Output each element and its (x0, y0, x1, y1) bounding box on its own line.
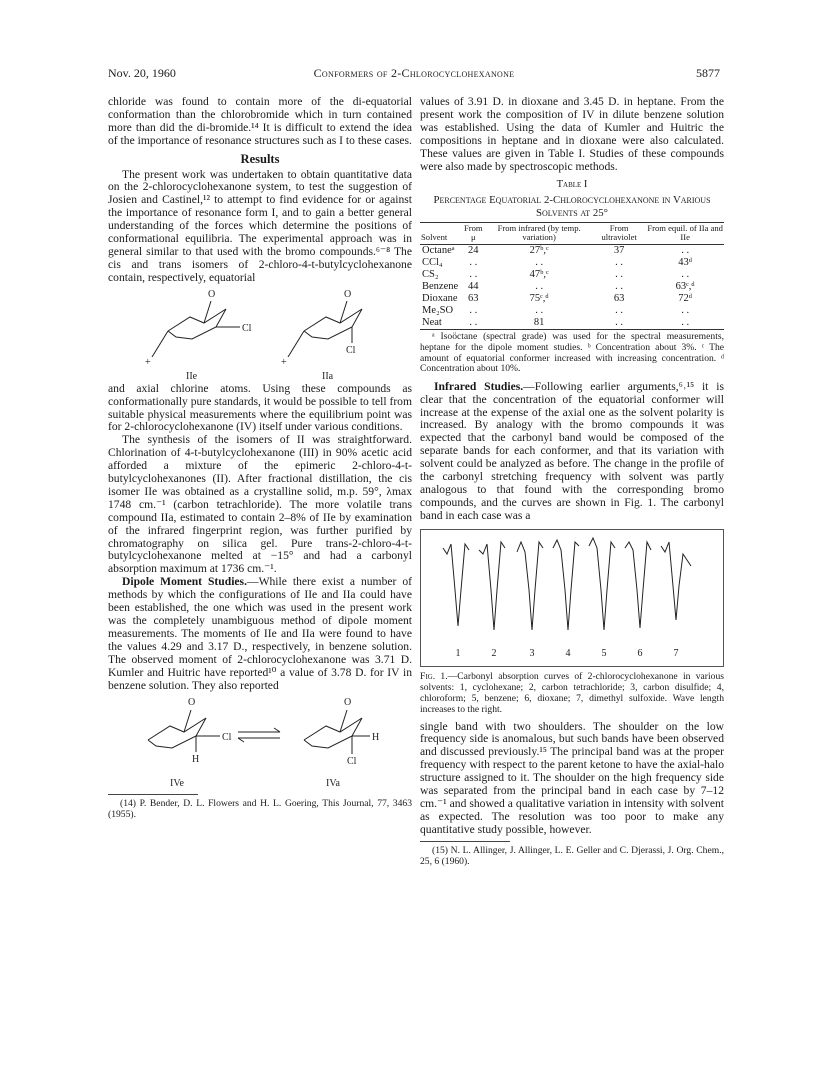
table-cell: 44 (468, 281, 479, 293)
structures-IVe-IVa (108, 692, 412, 790)
paragraph: single band with two shoulders. The shoulder on the low frequency side is anomalous, but such bands have been observed and discussed previously.¹⁵ The principal band was at the proper frequency with respect to the parent ketone to have the axial-halo structure assigned to it. The shoulder on the high frequency side was separated from the principal band in each case by 7–12 cm.⁻¹ and showed a qualitative variation in intensity with solvent as expected. The resolution was too poor to make any quantitative study possible, however. (420, 719, 724, 836)
running-header (108, 66, 720, 82)
curve-label: 7 (673, 647, 679, 659)
paragraph (108, 576, 412, 692)
table-header: Solvent (420, 223, 460, 245)
section-heading-results: Results (240, 151, 280, 166)
atom-label: Cl (347, 756, 357, 768)
compound-label: IIa (322, 370, 334, 382)
table-cell: Neat (420, 317, 460, 330)
paragraph: values of 3.91 D. in dioxane and 3.45 D. in heptane. From the present work the composition of IV in dilute benzene solution was established. Using the data of Kumler and Huitric the compositions in heptane and in dioxane were also calculated. These values are given in Table I. Studies of these compounds were also made by spectroscopic methods. (420, 95, 724, 173)
table-cell: Benzene (422, 281, 459, 293)
curve-2 (479, 542, 505, 630)
curve-label: 3 (529, 647, 535, 659)
table-cell: . . (460, 317, 486, 330)
table-cell: . . (615, 269, 624, 281)
run-in-heading: Infrared Studies. (434, 379, 524, 393)
table-cell: 81 (486, 317, 592, 330)
footnote-rule (420, 841, 510, 842)
table-row (420, 317, 724, 330)
curve-6 (625, 542, 651, 628)
figure-caption-label: Fig. 1. (420, 670, 448, 682)
table-row (420, 305, 724, 317)
table-header: From μ (460, 223, 486, 245)
footnote-rule (108, 794, 198, 795)
paragraph: chloride was found to contain more of the di-equatorial conformation than the chlorobromide which in turn contained more than did the di-bromide.¹⁴ It is difficult to extend the idea of the importance of resonance structures such as I to these cases. (108, 95, 412, 147)
curve-label: 4 (565, 647, 571, 659)
atom-label: + (145, 356, 151, 368)
table-title: Percentage Equatorial 2-Chlorocyclohexanone in Various Solvents at 25° (433, 194, 711, 219)
table-cell: . . (469, 269, 478, 281)
table-cell: 47ᵇ,ᶜ (529, 269, 549, 281)
table-cell: 43ᵈ (678, 257, 693, 269)
curve-label: 5 (601, 647, 607, 659)
curve-7 (661, 542, 691, 620)
table-cell: . . (681, 245, 690, 257)
table-notes: ᵃ Isoöctane (spectral grade) was used for the spectral measurements, heptane for the dipole moment studies. ᵇ Concentration about 3%. ᶜ The amount of equatorial conformer increased with increasing concentration. ᵈ Concentration about 10%. (420, 331, 724, 375)
table-cell: 63 (468, 293, 479, 305)
paragraph: The synthesis of the isomers of II was straightforward. Chlorination of 4-t-butylcyclohexanone (III) in 90% acetic acid afforded a mixture of the epimeric 2-chloro-4-t-butylcyclohexanones (II). After fractional distillation, the cis isomer IIe was obtained as a crystalline solid, m.p. 59°, λmax 1748 cm.⁻¹ (carbon tetrachloride). The more volatile trans compound IIa, estimated to contain 2–8% of IIe by examination of the infrared fingerprint region, was further purified by chromatography on silica gel. Pure trans-2-chloro-4-t-butylcyclohexanone melted at −15° and had a carbonyl absorption maximum at 1736 cm.⁻¹. (108, 433, 412, 576)
header-date: Nov. 20, 1960 (108, 66, 176, 80)
run-in-heading: Dipole Moment Studies. (122, 575, 247, 589)
footnote: (14) P. Bender, D. L. Flowers and H. L. Goering, This Journal, 77, 3463 (1955). (108, 798, 412, 821)
curve-1 (443, 544, 469, 626)
table-cell: Dioxane (422, 293, 458, 305)
table-cell: . . (469, 305, 478, 317)
curve-5 (589, 538, 615, 630)
atom-label: O (188, 697, 196, 709)
curve-4 (553, 540, 579, 630)
paragraph: and axial chlorine atoms. Using these compounds as conformationally pure standards, it would be possible to tell from suitable physical measurements where the equilibrium point was for 2-chlorocyclohexanone (IV) itself under various conditions. (108, 381, 412, 434)
table-caption: Table I (556, 179, 588, 191)
atom-label: H (192, 754, 200, 766)
curve-label: 2 (491, 647, 497, 659)
table-cell: . . (681, 305, 690, 317)
table-cell: . . (535, 281, 544, 293)
table-cell: . . (681, 269, 690, 281)
table-cell: CS₂ (422, 269, 439, 281)
right-column (420, 96, 724, 867)
curve-3 (517, 542, 543, 630)
table-1 (420, 222, 724, 330)
paragraph: The present work was undertaken to obtain quantitative data on the 2-chlorocyclohexanone system, to test the suggestion of Josien and Castinel,¹² to attempt to find evidence for or against the importance of resonance form I, and to gain a better general understanding of the forces which determine the positions of conformational equilibria. The experimental approach was in general similar to that used with the bromo compounds.⁶⁻⁸ The cis and trans isomers of 2-chloro-4-t-butylcyclohexanone contain, respectively, equatorial (108, 167, 412, 284)
curve-label: 1 (455, 647, 461, 659)
absorption-curves (421, 530, 723, 664)
table-cell: 63 (613, 293, 625, 305)
compound-label: IVe (170, 778, 184, 790)
figure-caption (420, 671, 724, 716)
paragraph (420, 381, 724, 523)
table-row (420, 281, 724, 293)
table-row (420, 245, 724, 258)
table-cell: . . (535, 257, 544, 269)
atom-label: O (344, 697, 352, 709)
compound-label: IIe (186, 370, 198, 382)
table-cell: CCl₄ (422, 257, 443, 269)
table-cell: Me₂SO (422, 305, 454, 317)
structures-IIe-IIa (108, 285, 412, 383)
atom-label: Cl (242, 322, 252, 334)
table-cell: . . (592, 317, 646, 330)
figure-1 (420, 529, 724, 667)
table-cell: . . (615, 281, 624, 293)
left-column (108, 96, 412, 820)
table-cell: . . (615, 257, 624, 269)
compound-label: IVa (326, 778, 340, 790)
paragraph-text: —Following earlier arguments,⁶˒¹⁵ it is clear that the concentration of the equatorial conformer will increase at the expense of the axial one as the solvent polarity is increased. By analogy with the bromo compounds it was expected that the carbonyl band would be composed of the separate bands for each conformer, and that its variation with solvent could be analyzed as before. The change in the profile of the carbonyl stretching frequency with solvent was partly analogous to that found with the corresponding bromo compounds, and the curves are shown in Fig. 1. The carbonyl band in each case was a (420, 379, 724, 522)
figure-caption-text: —Carbonyl absorption curves of 2-chlorocyclohexanone in various solvents: 1, cyclohexane; 2, carbon tetrachloride; 3, carbon disulfide; 4, chloroform; 5, benzene; 6, dioxane; 7, dimethyl sulfoxide. Wave length increases to the right. (420, 670, 724, 716)
table-cell: 75ᶜ,ᵈ (529, 293, 549, 305)
table-cell: 63ᶜ,ᵈ (675, 281, 695, 293)
curve-label: 6 (637, 647, 643, 659)
table-header: From infrared (by temp. variation) (486, 223, 592, 245)
table-cell: Octaneᵃ (422, 245, 455, 257)
atom-label: H (372, 732, 380, 744)
page-number: 5877 (696, 66, 720, 80)
atom-label: O (208, 288, 216, 300)
table-row (420, 257, 724, 269)
table-cell: 27ᵇ,ᶜ (529, 245, 549, 257)
table-cell: . . (469, 257, 478, 269)
table-cell: . . (646, 317, 724, 330)
table-header: From equil. of IIa and IIe (646, 223, 724, 245)
footnote: (15) N. L. Allinger, J. Allinger, L. E. Geller and C. Djerassi, J. Org. Chem., 25, 6 (1960). (420, 844, 724, 867)
table-cell: . . (615, 305, 624, 317)
table-row (420, 293, 724, 305)
table-cell: 24 (468, 245, 479, 257)
table-header: From ultraviolet (592, 223, 646, 245)
atom-label: Cl (222, 732, 232, 744)
header-title: Conformers of 2-Chlorocyclohexanone (313, 66, 515, 80)
atom-label: + (281, 356, 287, 368)
table-cell: . . (535, 305, 544, 317)
table-cell: 37 (613, 245, 625, 257)
paragraph-text: —While there exist a number of methods by which the configurations of IIe and IIa could have been established, the one which was used in the present work was the completely unambiguous method of dipole moment measurements. The moments of IIe and IIa were found to have the values 4.29 and 3.17 D., respectively, in benzene solution. The observed moment of 2-chlorocyclohexanone was 3.71 D. Kumler and Huitric have reported¹⁰ a value of 3.78 D. for IV in benzene solution. They also reported (108, 575, 412, 692)
table-row (420, 269, 724, 281)
table-cell: 72ᵈ (678, 293, 693, 305)
atom-label: Cl (346, 344, 356, 356)
atom-label: O (344, 288, 352, 300)
